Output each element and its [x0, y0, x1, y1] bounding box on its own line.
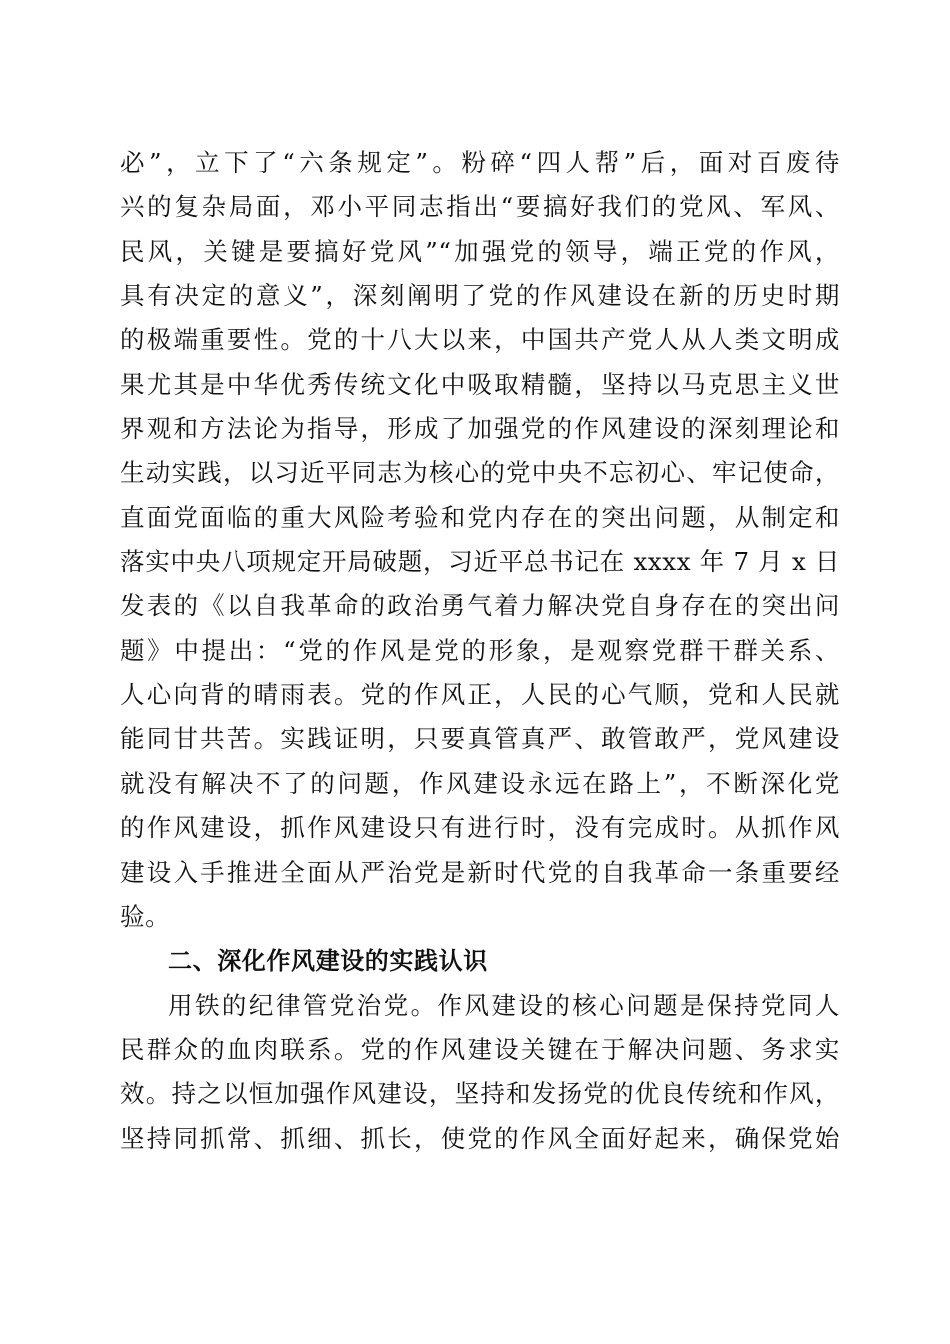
text-line: 坚持同抓常、抓细、抓长，使党的作风全面好起来，确保党始 — [120, 1123, 840, 1153]
text-line: 用铁的纪律管党治党。作风建设的核心问题是保持党同人 — [168, 990, 840, 1020]
text-line: 民群众的血肉联系。党的作风建设关键在于解决问题、务求实 — [120, 1034, 840, 1064]
text-line: 就没有解决不了的问题，作风建设永远在路上”，不断深化党 — [120, 768, 840, 798]
text-line: 生动实践，以习近平同志为核心的党中央不忘初心、牢记使命， — [120, 458, 840, 488]
text-line: 建设入手推进全面从严治党是新时代党的自我革命一条重要经 — [120, 857, 840, 887]
text-line: 的作风建设，抓作风建设只有进行时，没有完成时。从抓作风 — [120, 813, 840, 843]
text-line: 的极端重要性。党的十八大以来，中国共产党人从人类文明成 — [120, 325, 840, 355]
paragraph-1 — [120, 141, 840, 939]
section-heading: 二、深化作风建设的实践认识 — [168, 947, 488, 976]
text-line: 效。持之以恒加强作风建设，坚持和发扬党的优良传统和作风， — [120, 1079, 840, 1109]
text-line: 能同甘共苦。实践证明，只要真管真严、敢管敢严，党风建设 — [120, 724, 840, 754]
text-line: 人心向背的晴雨表。党的作风正，人民的心气顺，党和人民就 — [120, 680, 840, 710]
text-line: 直面党面临的重大风险考验和党内存在的突出问题，从制定和 — [120, 502, 840, 532]
text-line: 民风，关键是要搞好党风”“加强党的领导，端正党的作风， — [120, 236, 840, 266]
text-line: 界观和方法论为指导，形成了加强党的作风建设的深刻理论和 — [120, 414, 840, 444]
text-line: 果尤其是中华优秀传统文化中吸取精髓，坚持以马克思主义世 — [120, 369, 840, 399]
text-line: 落实中央八项规定开局破题，习近平总书记在 xxxx 年 7 月 x 日 — [120, 547, 840, 577]
document-body — [120, 141, 840, 1161]
text-line: 题》中提出：“党的作风是党的形象，是观察党群干群关系、 — [120, 635, 840, 665]
text-line: 验。 — [120, 901, 171, 931]
text-line: 必”，立下了“六条规定”。粉碎“四人帮”后，面对百废待 — [120, 148, 840, 177]
text-line: 发表的《以自我革命的政治勇气着力解决党自身存在的突出问 — [120, 591, 840, 621]
text-line: 兴的复杂局面，邓小平同志指出“要搞好我们的党风、军风、 — [120, 192, 840, 222]
paragraph-2 — [120, 984, 840, 1161]
text-line: 具有决定的意义”，深刻阐明了党的作风建设在新的历史时期 — [120, 281, 840, 311]
